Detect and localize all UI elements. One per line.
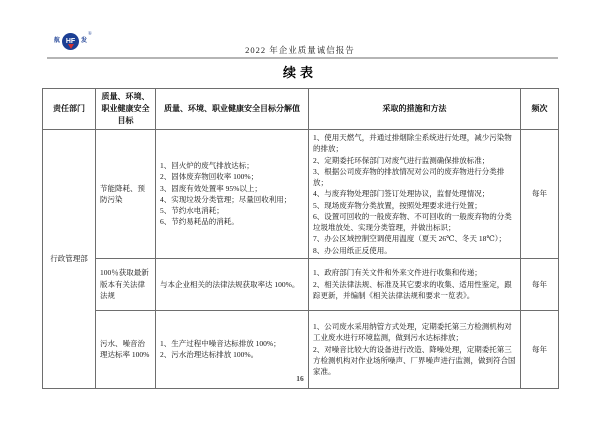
target-item: 1、回火炉的废气排放达标； (160, 161, 254, 171)
measure-item: 2、定期委托环保部门对废气进行监测确保排放标准； (313, 155, 490, 165)
frequency-cell: 每年 (521, 258, 559, 310)
measure-item: 2、相关法律法规、标准及其它要求的收集、适用性鉴定，跟踪更新，并编制《相关法律法规和要求一览表》。 (313, 279, 512, 300)
target-list (160, 160, 304, 228)
target-breakdown-cell (156, 258, 309, 310)
header-department: 责任部门 (43, 89, 96, 130)
header-target-breakdown: 质量、环境、职业健康安全目标分解值 (156, 89, 309, 130)
measure-item: 3、根据公司废弃物的排放情况对公司的废弃物进行分类排放； (313, 166, 505, 187)
measures-cell (309, 130, 521, 259)
table-row (43, 130, 559, 259)
target-item: 1、生产过程中噪音达标排放 100%； (160, 339, 281, 348)
measure-item: 8、办公用纸正反使用。 (313, 245, 392, 255)
measure-item: 1、政府部门有关文件和外来文件进行收集和传递； (313, 268, 482, 278)
target-list (160, 279, 304, 290)
measure-item: 1、使用天燃气，并通过排烟除尘系统进行处理，减少污染物的排放； (313, 133, 512, 154)
table-row (43, 258, 559, 310)
department-cell: 行政管理部 (43, 130, 96, 389)
measure-list (313, 321, 516, 377)
measure-list (313, 132, 516, 256)
header-goal: 质量、环境、职业健康安全目标 (96, 89, 156, 130)
goal-cell: 100％获取最新版本有关法律法规 (96, 258, 156, 310)
target-item: 6、节约易耗品的消耗。 (160, 217, 239, 227)
measures-cell (309, 258, 521, 310)
goals-measures-table (42, 88, 559, 389)
target-item: 4、实现垃圾分类管理；尽量回收利用； (160, 194, 292, 204)
logo-left-character: 航 (54, 38, 61, 44)
measure-list (313, 267, 516, 301)
target-list (160, 338, 304, 361)
frequency-cell: 每年 (521, 130, 559, 259)
goal-cell: 污水、噪音治理达标率 100% (96, 310, 156, 388)
measure-item: 4、与废弃物处理部门签订处理协议，监督处理情况； (313, 189, 490, 199)
logo-monogram-text: HF (65, 37, 76, 45)
target-item: 5、节约水电消耗； (160, 206, 224, 216)
frequency-cell: 每年 (521, 310, 559, 388)
logo-right-character: 发 (81, 38, 88, 44)
measure-item: 6、设置可回收的一般废弃物、不可回收的一般废弃物的分类垃圾堆放处、实现分类管理，并做出标识； (313, 211, 512, 232)
header-measures: 采取的措施和方法 (309, 89, 521, 130)
document-header-title: 2022 年企业质量诚信报告 (245, 45, 355, 55)
target-item: 与本企业相关的法律法规获取率达 100%。 (160, 279, 300, 289)
header-frequency: 频次 (521, 89, 559, 130)
header-divider (47, 57, 558, 59)
target-breakdown-cell (156, 130, 309, 259)
target-item: 3、固废有效处置率 95%以上； (160, 183, 262, 193)
measure-item: 7、办公区域控制空调使用温度（夏天 26℃、冬天 18℃）； (313, 234, 507, 244)
continued-table (42, 88, 559, 389)
measure-item: 2、对噪音比较大的设备进行改造、降噪处理，定期委托第三方检测机构对作业场所噪声、厂界噪声进行监测，做到符合国家准。 (313, 344, 516, 377)
registered-trademark-icon: ® (88, 31, 92, 37)
table-header-row (43, 89, 559, 130)
measure-item: 1、公司废水采用纳管方式处理，定期委托第三方检测机构对工业废水进行环境监测，做到污水达标排放； (313, 322, 512, 343)
measure-item: 5、现场废弃物分类放置，按照处理要求进行处置； (313, 200, 482, 210)
goal-cell: 节能降耗、预防污染 (96, 130, 156, 259)
page-title: 续表 (282, 65, 317, 80)
target-item: 2、固体废弃物回收率 100%； (160, 172, 259, 182)
page-number: 16 (296, 374, 304, 383)
target-item: 2、污水治理达标排放 100%。 (160, 350, 259, 360)
